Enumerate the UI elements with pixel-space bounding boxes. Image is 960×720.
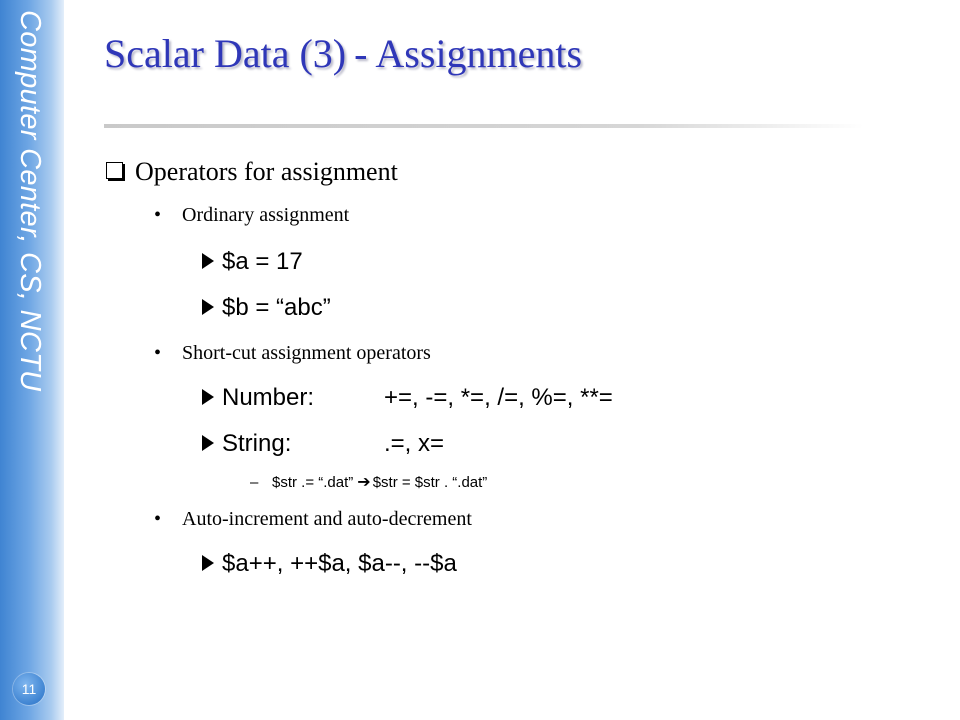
- example-left: $str .= “.dat”: [272, 474, 354, 491]
- slide-title: [104, 30, 582, 77]
- dot-bullet-icon: •: [154, 508, 162, 530]
- string-example-item: [250, 472, 487, 492]
- example-text: $a++, ++$a, $a--, --$a: [222, 550, 457, 577]
- incdec-example-item: [202, 550, 457, 578]
- number-label: Number:: [222, 384, 315, 411]
- title-sub: Assignments: [375, 31, 583, 76]
- string-ops: .=, x=: [384, 430, 445, 457]
- arrow-bullet-icon: [202, 253, 214, 269]
- string-ops-item: [202, 430, 444, 458]
- checkbox-bullet-icon: [106, 162, 123, 179]
- example-text: $a = 17: [222, 248, 303, 275]
- example-item: [202, 294, 331, 322]
- sidebar-label: Computer Center, CS, NCTU: [14, 10, 46, 392]
- shortcut-label: Short-cut assignment operators: [182, 342, 431, 364]
- ordinary-label: Ordinary assignment: [182, 204, 350, 226]
- string-label: String:: [222, 430, 292, 457]
- number-ops-item: [202, 384, 613, 412]
- sidebar: [0, 0, 64, 720]
- arrow-bullet-icon: [202, 555, 214, 571]
- dash-bullet-icon: –: [250, 474, 259, 491]
- example-text: $b = “abc”: [222, 294, 331, 321]
- list-item-shortcut: [154, 342, 431, 365]
- arrow-bullet-icon: [202, 299, 214, 315]
- title-main: Scalar Data (3): [104, 31, 347, 76]
- right-arrow-icon: ➔: [357, 474, 371, 491]
- title-separator: -: [354, 31, 368, 76]
- example-right: $str = $str . “.dat”: [372, 474, 488, 491]
- arrow-bullet-icon: [202, 435, 214, 451]
- title-divider: [104, 124, 864, 128]
- example-item: [202, 248, 303, 276]
- dot-bullet-icon: •: [154, 204, 162, 226]
- list-item-incdec: [154, 508, 472, 531]
- heading-text: Operators for assignment: [135, 157, 398, 186]
- heading-item: [106, 156, 398, 187]
- list-item-ordinary: [154, 204, 349, 227]
- incdec-label: Auto-increment and auto-decrement: [182, 508, 472, 530]
- dot-bullet-icon: •: [154, 342, 162, 364]
- arrow-bullet-icon: [202, 389, 214, 405]
- number-ops: +=, -=, *=, /=, %=, **=: [384, 384, 613, 411]
- page-number-badge: 11: [13, 673, 45, 705]
